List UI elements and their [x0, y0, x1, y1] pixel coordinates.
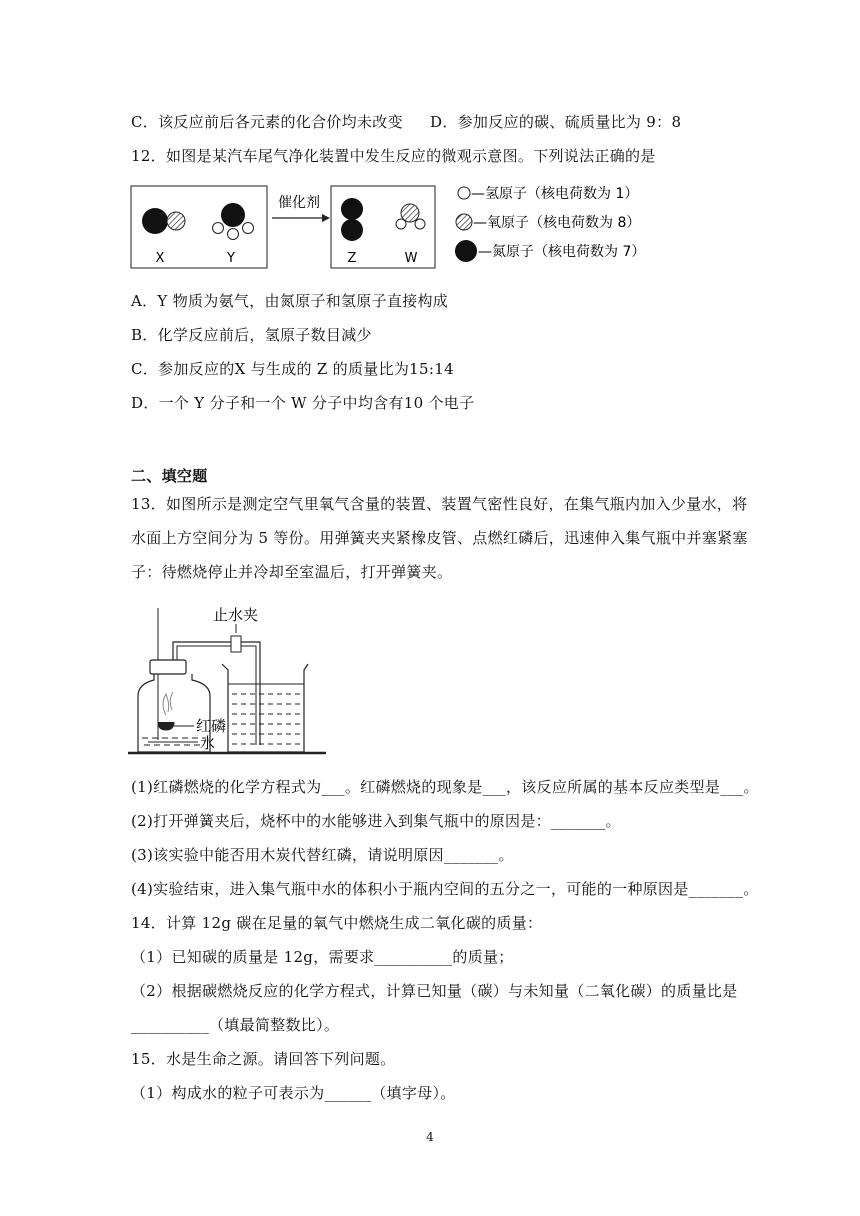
beaker — [222, 664, 308, 752]
q14-stem: 14．计算 12g 碳在足量的氧气中燃烧生成二氧化碳的质量： — [131, 914, 543, 932]
y-molecule-hydrogen-atom — [228, 229, 239, 240]
q15-stem: 15．水是生命之源。请回答下列问题。 — [131, 1050, 396, 1068]
catalyst-label: 催化剂 — [278, 195, 320, 211]
q14-line-1: （1）已知碳的质量是 12g，需要求__________的质量； — [131, 948, 514, 966]
q12-option-a: A．Y 物质为氨气，由氮原子和氢原子直接构成 — [131, 292, 449, 310]
q12-reaction-diagram — [130, 178, 660, 273]
q13-stem-line-1: 13．如图所示是测定空气里氧气含量的装置、装置气密性良好，在集气瓶内加入少量水，将 — [131, 495, 748, 513]
beaker-water — [232, 694, 302, 744]
label-w: W — [404, 251, 418, 266]
label-x: X — [155, 251, 165, 266]
w-molecule-hydrogen-atom — [396, 219, 406, 229]
q13-sub-question-3: (3)该实验中能否用木炭代替红磷，请说明原因_______。 — [131, 846, 514, 864]
combustion-spoon — [158, 722, 174, 730]
z-molecule-nitrogen-atom — [341, 219, 363, 241]
q13-sub-question-2: (2)打开弹簧夹后，烧杯中的水能够进入到集气瓶中的原因是：_______。 — [131, 812, 621, 830]
section-title: 二、填空题 — [131, 467, 208, 485]
z-molecule-nitrogen-atom — [341, 198, 363, 220]
q13-stem-line-2: 水面上方空间分为 5 等份。用弹簧夹夹紧橡皮管、点燃红磷后，迅速伸入集气瓶中并塞紧塞 — [131, 529, 748, 547]
clamp — [231, 636, 241, 652]
burning-flame — [163, 692, 173, 715]
q13-sub-question-1: (1)红磷燃烧的化学方程式为___。红磷燃烧的现象是___，该反应所属的基本反应类型是___。 — [131, 778, 759, 796]
legend-nitrogen: —氮原子（核电荷数为 7） — [478, 244, 646, 260]
q15-line-1: （1）构成水的粒子可表示为______（填字母）。 — [131, 1084, 456, 1102]
page-number: 4 — [426, 1130, 434, 1144]
q13-apparatus-diagram — [128, 600, 328, 760]
bottle-stopper — [150, 660, 186, 674]
x-molecule-oxygen-atom — [167, 212, 185, 230]
q11-option-d: D．参加反应的碳、硫质量比为 9：8 — [430, 113, 682, 131]
q14-line-3: __________（填最简整数比）。 — [131, 1016, 340, 1034]
clamp-label: 止水夹 — [213, 606, 259, 624]
y-molecule-nitrogen-atom — [221, 203, 245, 227]
legend-oxygen: —氧原子（核电荷数为 8） — [473, 215, 641, 231]
reaction-arrow-head — [322, 214, 330, 222]
q13-stem-line-3: 子：待燃烧停止并冷却至室温后，打开弹簧夹。 — [131, 563, 453, 581]
w-molecule-hydrogen-atom — [415, 219, 425, 229]
y-molecule-hydrogen-atom — [243, 223, 254, 234]
legend-hydrogen-icon — [458, 187, 470, 199]
water-label: 水 — [200, 734, 216, 752]
q14-line-2: （2）根据碳燃烧反应的化学方程式，计算已知量（碳）与未知量（二氧化碳）的质量比是 — [131, 982, 738, 1000]
label-y: Y — [227, 251, 235, 266]
legend-oxygen-icon — [456, 214, 472, 230]
legend-hydrogen: —氢原子（核电荷数为 1） — [471, 186, 639, 202]
q12-option-d: D．一个 Y 分子和一个 W 分子中均含有10 个电子 — [131, 394, 475, 412]
q12-option-b: B．化学反应前后，氢原子数目减少 — [131, 326, 372, 344]
phosphorus-label: 红磷 — [196, 717, 227, 735]
q11-option-c: C．该反应前后各元素的化合价均未改变 — [131, 113, 403, 131]
q13-sub-question-4: (4)实验结束，进入集气瓶中水的体积小于瓶内空间的五分之一，可能的一种原因是_______。 — [131, 880, 759, 898]
x-molecule-nitrogen-atom — [142, 208, 168, 234]
y-molecule-hydrogen-atom — [213, 223, 224, 234]
label-z: Z — [347, 251, 357, 266]
q12-option-c: C．参加反应的X 与生成的 Z 的质量比为15:14 — [131, 360, 454, 378]
q12-stem: 12．如图是某汽车尾气净化装置中发生反应的微观示意图。下列说法正确的是 — [131, 147, 656, 165]
legend-nitrogen-icon — [455, 240, 477, 262]
